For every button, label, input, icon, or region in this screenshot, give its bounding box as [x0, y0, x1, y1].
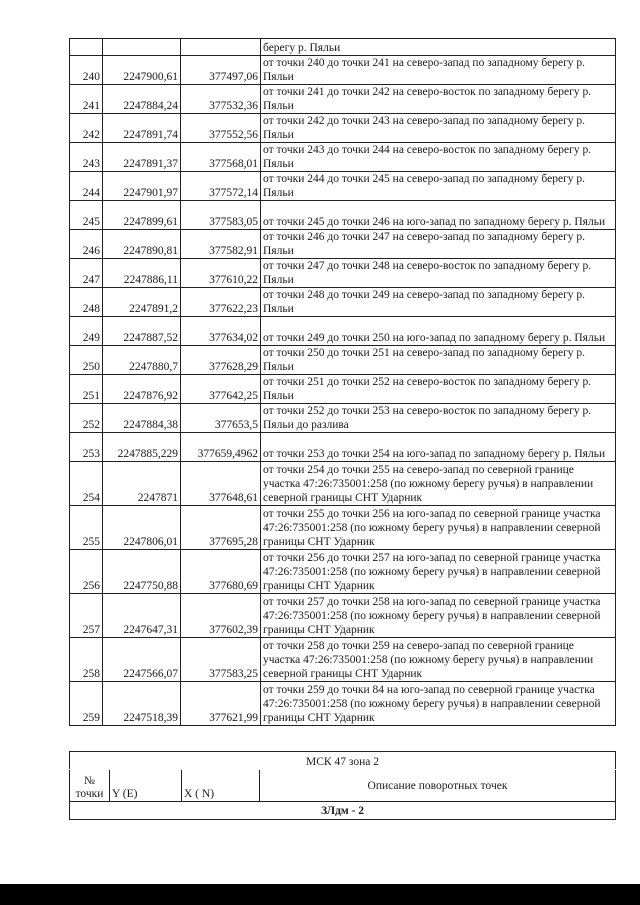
table-row — [70, 594, 616, 638]
description: от точки 248 до точки 249 на северо-запад по западному берегу р. Пяльи — [261, 288, 616, 317]
coord-x: 377648,61 — [181, 462, 261, 506]
table-row — [70, 682, 616, 726]
coord-x: 377568,01 — [181, 143, 261, 172]
point-number: 255 — [70, 506, 103, 550]
coord-y: 2247880,7 — [103, 346, 181, 375]
document-code: ЗЛдм - 2 — [70, 802, 616, 820]
scan-edge — [0, 884, 640, 905]
table-row — [70, 114, 616, 143]
point-number: 240 — [70, 56, 103, 85]
table-row — [70, 346, 616, 375]
coord-x: 377622,23 — [181, 288, 261, 317]
coord-x: 377680,69 — [181, 550, 261, 594]
point-number: 244 — [70, 172, 103, 201]
coord-x: 377628,29 — [181, 346, 261, 375]
description: от точки 241 до точки 242 на северо-восток по западному берегу р. Пяльи — [261, 85, 616, 114]
point-number: 258 — [70, 638, 103, 682]
coord-x: 377497,06 — [181, 56, 261, 85]
coord-y: 2247884,24 — [103, 85, 181, 114]
coord-y: 2247885,229 — [103, 433, 181, 462]
coord-y: 2247891,2 — [103, 288, 181, 317]
coordinate-system: МСК 47 зона 2 — [70, 752, 616, 770]
point-number: 241 — [70, 85, 103, 114]
table-row — [70, 172, 616, 201]
coord-y: 2247901,97 — [103, 172, 181, 201]
description: от точки 246 до точки 247 на северо-запад по западному берегу р. Пяльи — [261, 230, 616, 259]
point-number: 251 — [70, 375, 103, 404]
table-row — [70, 462, 616, 506]
coord-x: 377642,25 — [181, 375, 261, 404]
header-x: X ( N) — [182, 770, 260, 802]
point-number: 252 — [70, 404, 103, 433]
table-row — [70, 143, 616, 172]
point-number: 253 — [70, 433, 103, 462]
coord-x: 377621,99 — [181, 682, 261, 726]
coord-x: 377532,36 — [181, 85, 261, 114]
table-row — [70, 230, 616, 259]
coord-y: 2247890,81 — [103, 230, 181, 259]
table-row — [70, 39, 616, 56]
table-row — [70, 433, 616, 462]
coord-y: 2247518,39 — [103, 682, 181, 726]
coord-y: 2247806,01 — [103, 506, 181, 550]
table-row — [70, 201, 616, 230]
table-row — [70, 85, 616, 114]
description: от точки 250 до точки 251 на северо-запад по западному берегу р. Пяльи — [261, 346, 616, 375]
description: от точки 258 до точки 259 на северо-запад по северной границе участка 47:26:735001:258 (по южному берегу ручья) в направлении северной границы СНТ Ударник — [261, 638, 616, 682]
coord-y: 2247566,07 — [103, 638, 181, 682]
point-number: 256 — [70, 550, 103, 594]
description: от точки 253 до точки 254 на юго-запад по западному берегу р. Пяльи — [261, 433, 616, 462]
description: от точки 251 до точки 252 на северо-восток по западному берегу р. Пяльи — [261, 375, 616, 404]
coord-y: 2247900,61 — [103, 56, 181, 85]
description: от точки 243 до точки 244 на северо-восток по западному берегу р. Пяльи — [261, 143, 616, 172]
description: от точки 247 до точки 248 на северо-восток по западному берегу р. Пяльи — [261, 259, 616, 288]
description: от точки 252 до точки 253 на северо-восток по западному берегу р. Пяльи до разлива — [261, 404, 616, 433]
table-row — [70, 375, 616, 404]
coord-y: 2247891,74 — [103, 114, 181, 143]
coord-y: 2247871 — [103, 462, 181, 506]
table-row — [70, 404, 616, 433]
coord-x: 377610,22 — [181, 259, 261, 288]
table-legend — [69, 751, 616, 820]
description: от точки 257 до точки 258 на юго-запад по северной границе участка 47:26:735001:258 (по южному берегу ручья) в направлении северной границы СНТ Ударник — [261, 594, 616, 638]
point-number: 259 — [70, 682, 103, 726]
table-row — [70, 288, 616, 317]
point-number: 247 — [70, 259, 103, 288]
point-number — [70, 39, 103, 56]
point-number: 254 — [70, 462, 103, 506]
description: от точки 245 до точки 246 на юго-запад по западному берегу р. Пяльи — [261, 201, 616, 230]
point-number: 249 — [70, 317, 103, 346]
header-point-number: № точки — [70, 770, 110, 802]
point-number: 246 — [70, 230, 103, 259]
coord-x: 377583,05 — [181, 201, 261, 230]
coord-y: 2247750,88 — [103, 550, 181, 594]
coord-y: 2247899,61 — [103, 201, 181, 230]
coord-x: 377653,5 — [181, 404, 261, 433]
coord-y — [103, 39, 181, 56]
coord-x: 377634,02 — [181, 317, 261, 346]
table-row — [70, 506, 616, 550]
table-row — [70, 550, 616, 594]
description: от точки 242 до точки 243 на северо-запад по западному берегу р. Пяльи — [261, 114, 616, 143]
coord-y: 2247886,11 — [103, 259, 181, 288]
point-number: 243 — [70, 143, 103, 172]
coord-x: 377602,39 — [181, 594, 261, 638]
point-number: 250 — [70, 346, 103, 375]
point-number: 242 — [70, 114, 103, 143]
header-description: Описание поворотных точек — [260, 770, 616, 802]
table-row — [70, 317, 616, 346]
table-row — [70, 56, 616, 85]
description: от точки 240 до точки 241 на северо-запад по западному берегу р. Пяльи — [261, 56, 616, 85]
coord-y: 2247647,31 — [103, 594, 181, 638]
coord-x: 377582,91 — [181, 230, 261, 259]
coord-y: 2247887,52 — [103, 317, 181, 346]
coord-y: 2247891,37 — [103, 143, 181, 172]
description: от точки 256 до точки 257 на юго-запад по северной границе участка 47:26:735001:258 (по южному берегу ручья) в направлении северной границы СНТ Ударник — [261, 550, 616, 594]
coord-x: 377659,4962 — [181, 433, 261, 462]
description: от точки 255 до точки 256 на юго-запад по северной границе участка 47:26:735001:258 (по южному берегу ручья) в направлении северной границы СНТ Ударник — [261, 506, 616, 550]
coordinates-table — [69, 38, 616, 726]
point-number: 257 — [70, 594, 103, 638]
coord-x: 377572,14 — [181, 172, 261, 201]
coord-y: 2247884,38 — [103, 404, 181, 433]
coord-x: 377695,28 — [181, 506, 261, 550]
header-y: Y (E) — [110, 770, 182, 802]
coord-x: 377583,25 — [181, 638, 261, 682]
description: от точки 244 до точки 245 на северо-запад по западному берегу р. Пяльи — [261, 172, 616, 201]
description: от точки 259 до точки 84 на юго-запад по северной границе участка 47:26:735001:258 (по южному берегу ручья) в направлении северной границы СНТ Ударник — [261, 682, 616, 726]
coord-y: 2247876,92 — [103, 375, 181, 404]
description: от точки 249 до точки 250 на юго-запад по западному берегу р. Пяльи — [261, 317, 616, 346]
point-number: 245 — [70, 201, 103, 230]
table-row — [70, 259, 616, 288]
coord-x: 377552,56 — [181, 114, 261, 143]
description: от точки 254 до точки 255 на северо-запад по северной границе участка 47:26:735001:258 (по южному берегу ручья) в направлении северной границы СНТ Ударник — [261, 462, 616, 506]
table-row — [70, 638, 616, 682]
point-number: 248 — [70, 288, 103, 317]
coord-x — [181, 39, 261, 56]
description: берегу р. Пяльи — [261, 39, 616, 56]
